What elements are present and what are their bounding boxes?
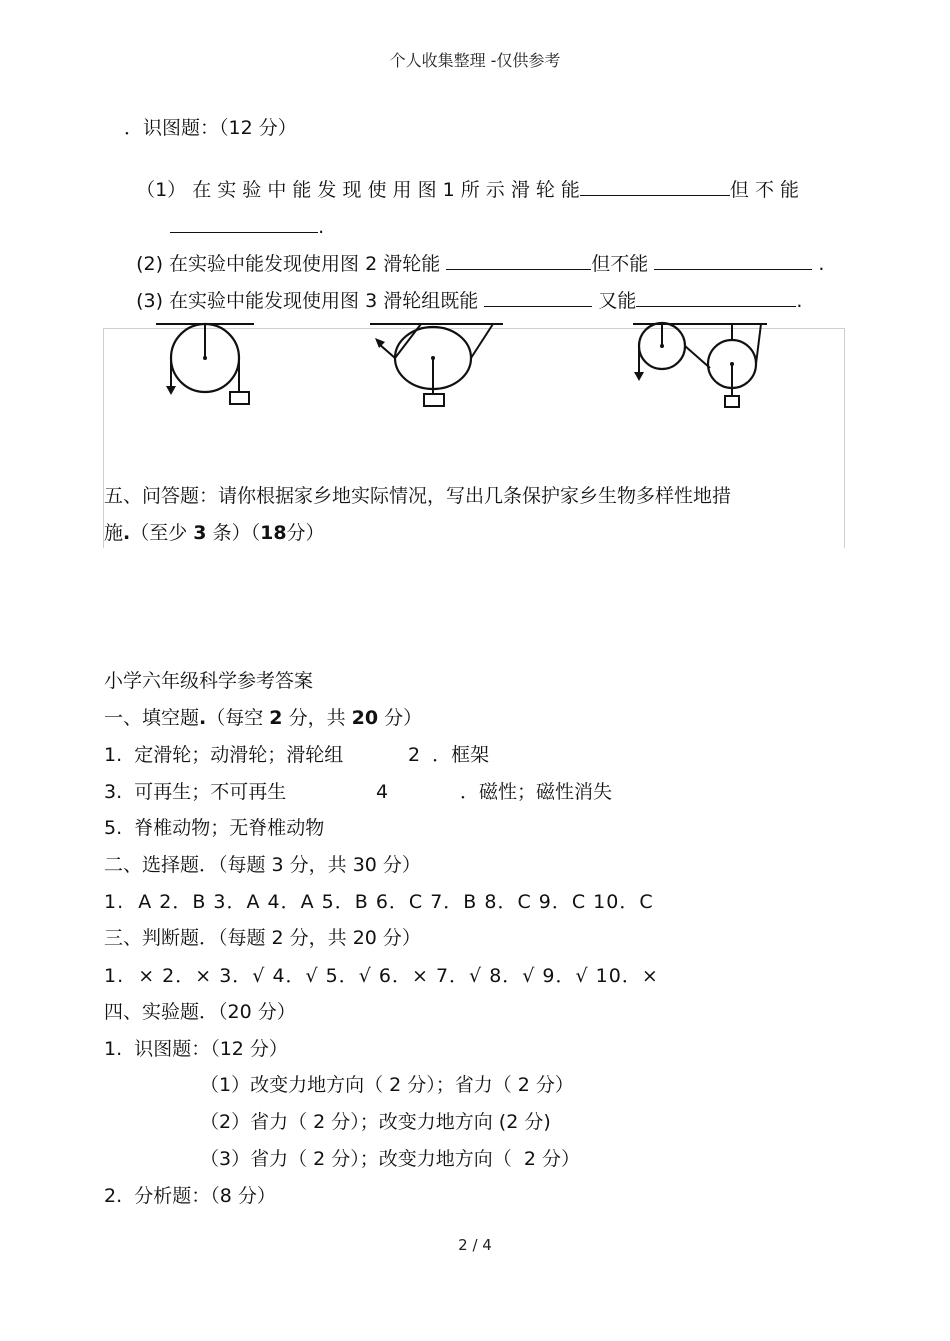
- section-1-text: 一、填空题: [104, 707, 200, 729]
- pulley-figure-3: [625, 316, 775, 412]
- section-1-text: （每空: [206, 707, 264, 729]
- pulley-figure-2: [365, 316, 510, 412]
- figure-box-left: [103, 328, 104, 548]
- pulley-figure-1: [150, 316, 270, 412]
- q5-count: 3: [193, 522, 207, 544]
- section-1-score: 2: [269, 707, 283, 729]
- section-1-total: 20: [351, 707, 379, 729]
- question-line-3-text: (3) 在实验中能发现使用图 3 滑轮组既能: [136, 290, 479, 312]
- period: .: [818, 253, 825, 275]
- page-number: 2 / 4: [458, 1236, 492, 1254]
- q5-line-1: 五、问答题：请你根据家乡地实际情况，写出几条保护家乡生物多样性地措: [104, 485, 732, 507]
- page-header: 个人收集整理 -仅供参考: [389, 51, 561, 70]
- question-line-2-text-b: 但不能: [591, 253, 649, 275]
- q5-score: 18: [260, 522, 287, 544]
- q5-line-2: [104, 521, 325, 545]
- answer-blank: [484, 288, 592, 307]
- question-line-3-text-b: 又能: [598, 290, 637, 312]
- section-1-row-2a: 3. 可再生；不可再生: [104, 781, 287, 803]
- section-2-answers: 1. A 2．B 3．A 4．A 5．B 6．C 7．B 8．C 9．C 10．C: [104, 891, 654, 913]
- section-4-title: 四、实验题．（20 分）: [104, 1001, 296, 1023]
- section-1-row-2b: 4: [376, 781, 389, 803]
- question-line-3: [124, 264, 802, 313]
- section-1-text: .: [199, 707, 207, 729]
- q5-text: （至少: [130, 522, 188, 544]
- section-4-a1: （1）改变力地方向（ 2 分）；省力（ 2 分）: [200, 1074, 574, 1096]
- q5-text: 条）（: [212, 522, 261, 544]
- section-1-row-2c: ．磁性；磁性消失: [460, 781, 613, 803]
- section-1-row-1a: 1. 定滑轮；动滑轮；滑轮组: [104, 744, 344, 766]
- answers-title: 小学六年级科学参考答案: [104, 670, 314, 692]
- answer-blank: [580, 177, 730, 196]
- section-1-title: [104, 706, 422, 730]
- question-line-1-text-b: 但 不 能: [729, 179, 799, 201]
- figure-box-right: [844, 328, 845, 548]
- question-line-2-text: (2) 在实验中能发现使用图 2 滑轮能: [136, 253, 441, 275]
- section-4-q1: 1. 识图题：（12 分）: [104, 1038, 288, 1060]
- section-4-q2: 2. 分析题：（8 分）: [104, 1185, 276, 1207]
- section-3-title: 三、判断题．（每题 2 分，共 20 分）: [104, 927, 421, 949]
- question-title: ．识图题：（12 分）: [124, 117, 297, 139]
- section-4-a3: （3）省力（ 2 分）；改变力地方向（ 2 分）: [200, 1148, 580, 1170]
- section-4-a2: （2）省力（ 2 分）；改变力地方向 (2 分): [200, 1111, 551, 1133]
- answer-blank: [636, 288, 796, 307]
- section-2-title: 二、选择题．（每题 3 分，共 30 分）: [104, 854, 421, 876]
- section-1-text: 分，共: [288, 707, 346, 729]
- period: .: [318, 216, 325, 238]
- question-line-1-text: （1） 在 实 验 中 能 发 现 使 用 图 1 所 示 滑 轮 能: [136, 179, 580, 201]
- section-1-row-3: 5. 脊椎动物；无脊椎动物: [104, 817, 325, 839]
- q5-text: .: [123, 522, 131, 544]
- q5-text: 施: [104, 522, 124, 544]
- section-1-text: 分）: [384, 707, 423, 729]
- period: .: [796, 290, 803, 312]
- section-1-row-1b: 2 ．框架: [408, 744, 490, 766]
- q5-text: 分）: [286, 522, 325, 544]
- section-3-answers: 1. × 2．× 3．√ 4．√ 5．√ 6．× 7．√ 8．√ 9．√ 10．×: [104, 965, 659, 987]
